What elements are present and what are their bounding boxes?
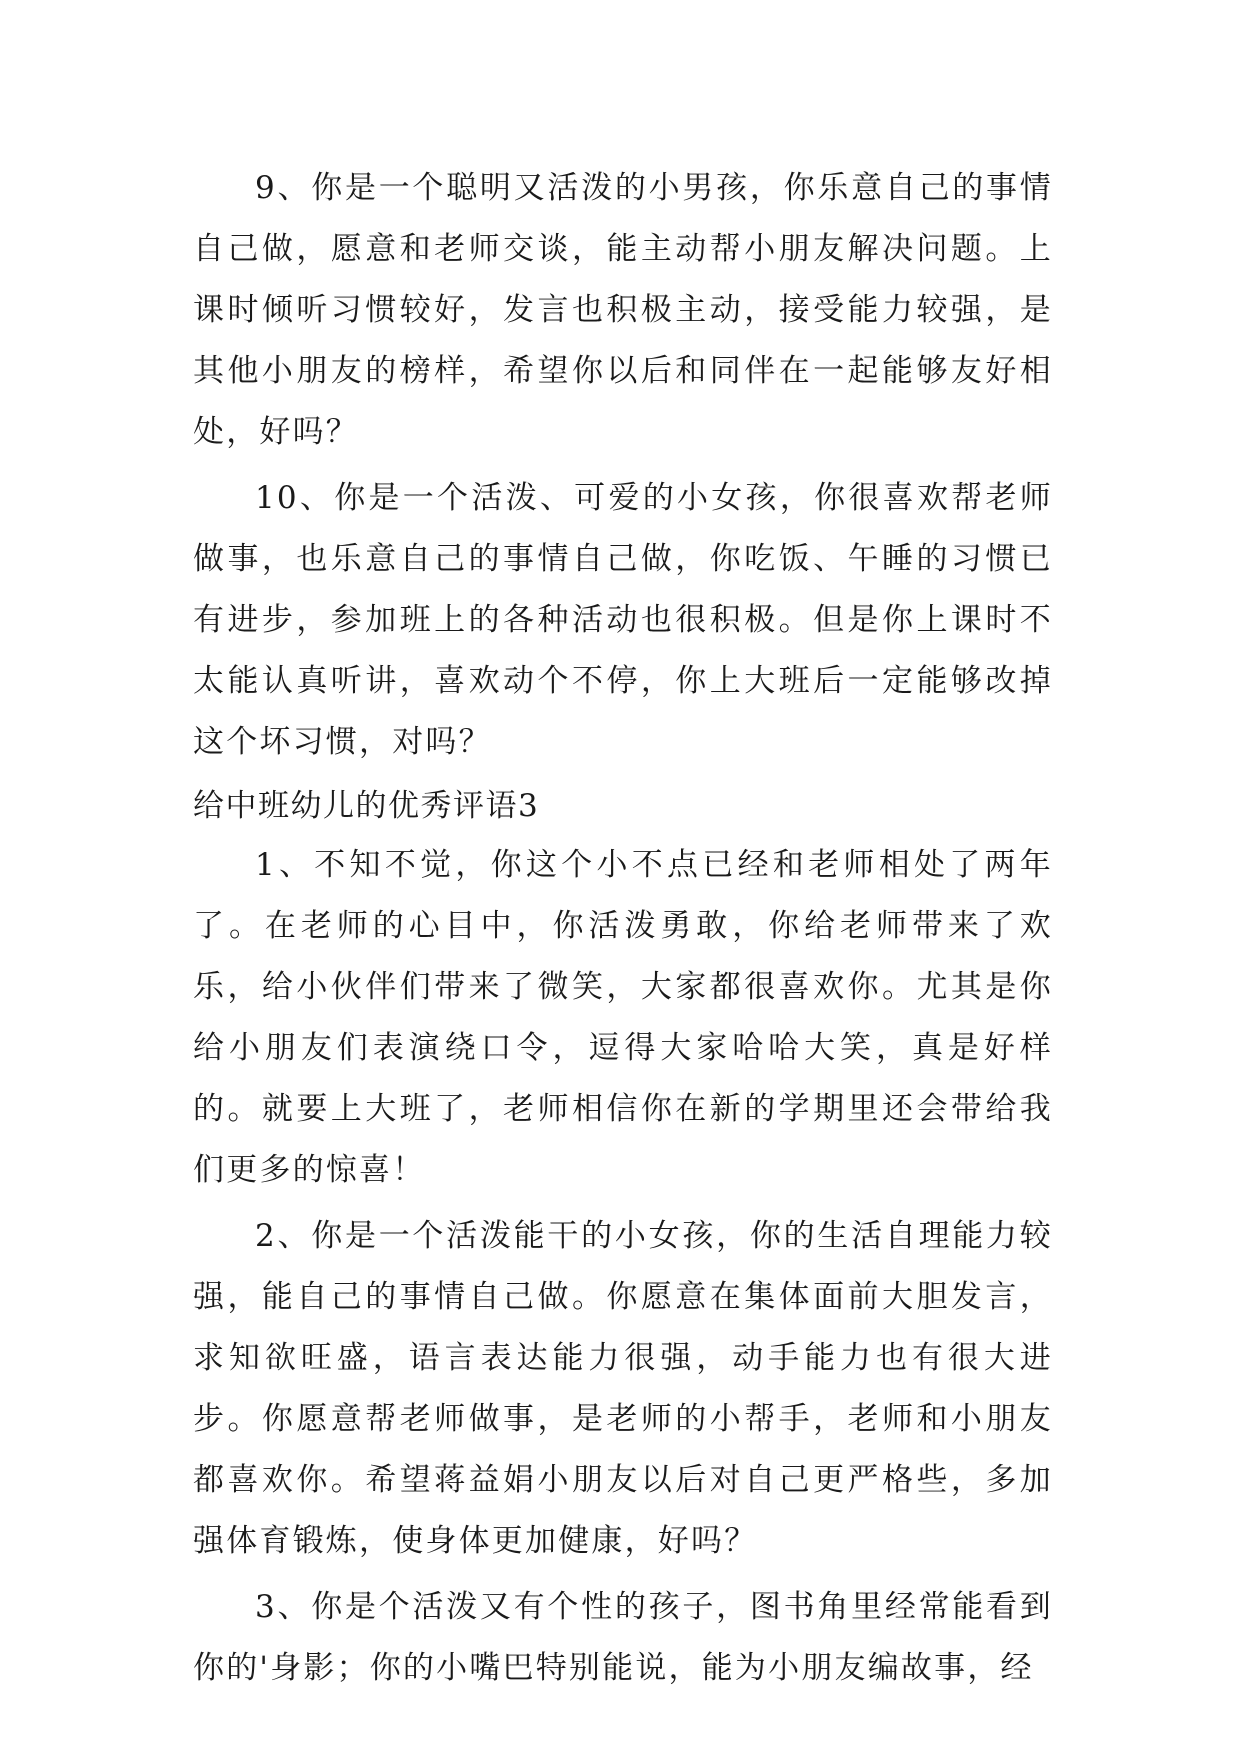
paragraph-comment-9: 9、你是一个聪明又活泼的小男孩，你乐意自己的事情自己做，愿意和老师交谈，能主动帮小朋友解决问题。上课时倾听习惯较好，发言也积极主动，接受能力较强，是其他小朋友的榜样，希望你以后和同伴在一起能够友好相处，好吗？: [193, 170, 1053, 450]
paragraph-comment-1: 1、不知不觉，你这个小不点已经和老师相处了两年了。在老师的心目中，你活泼勇敢，你给老师带来了欢乐，给小伙伴们带来了微笑，大家都很喜欢你。尤其是你给小朋友们表演绕口令，逗得大家哈哈大笑，真是好样的。就要上大班了，老师相信你在新的学期里还会带给我们更多的惊喜！: [193, 847, 1053, 1188]
paragraph-comment-2: 2、你是一个活泼能干的小女孩，你的生活自理能力较强，能自己的事情自己做。你愿意在集体面前大胆发言，求知欲旺盛，语言表达能力很强，动手能力也有很大进步。你愿意帮老师做事，是老师的小帮手，老师和小朋友都喜欢你。希望蒋益娟小朋友以后对自己更严格些，多加强体育锻炼，使身体更加健康，好吗？: [193, 1218, 1053, 1559]
paragraph-comment-10: 10、你是一个活泼、可爱的小女孩，你很喜欢帮老师做事，也乐意自己的事情自己做，你吃饭、午睡的习惯已有进步，参加班上的各种活动也很积极。但是你上课时不太能认真听讲，喜欢动个不停，你上大班后一定能够改掉这个坏习惯，对吗？: [193, 480, 1053, 760]
section-heading: 给中班幼儿的优秀评语3: [193, 788, 540, 824]
document-body: [193, 158, 1053, 1704]
paragraph-comment-3: 3、你是个活泼又有个性的孩子，图书角里经常能看到你的'身影；你的小嘴巴特别能说，能为小朋友编故事，经: [193, 1589, 1053, 1686]
